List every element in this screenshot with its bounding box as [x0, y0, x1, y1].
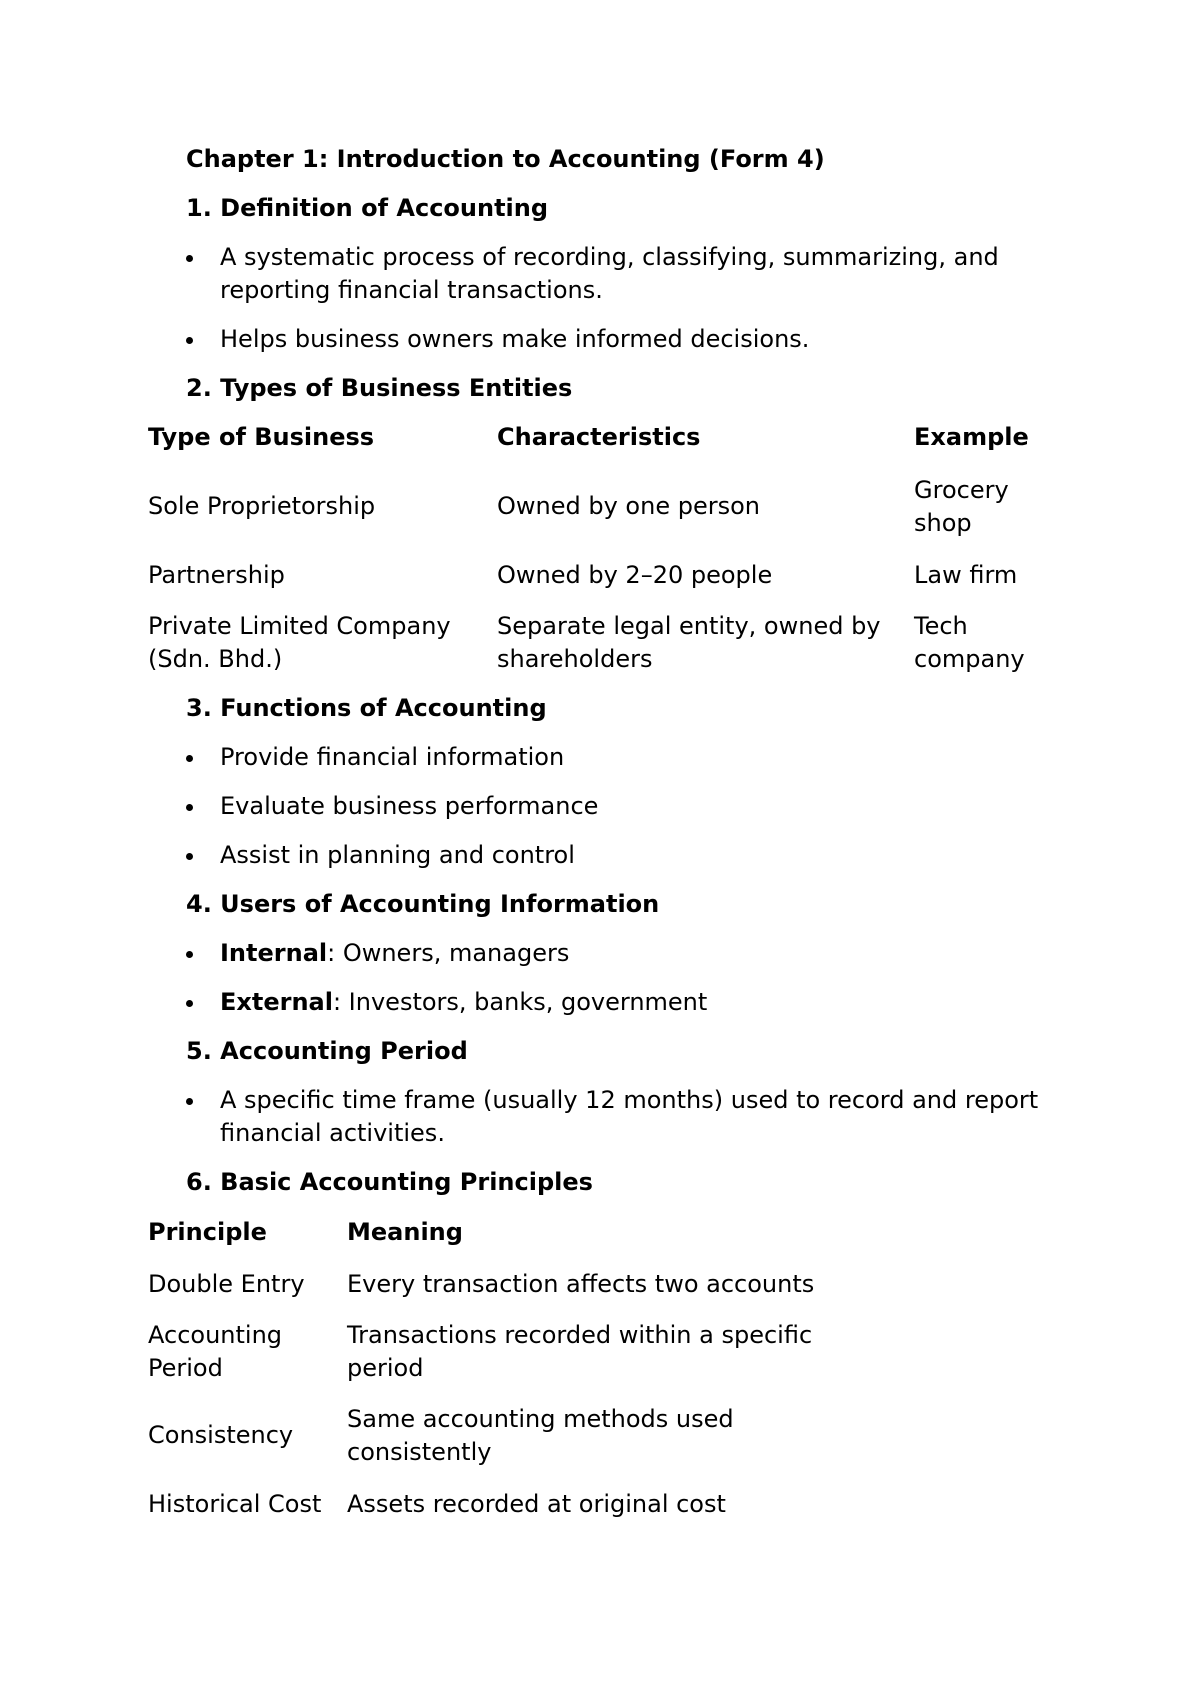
list-item-text: A specific time frame (usually 12 months) used to record and report financial activities. [220, 1086, 1039, 1147]
list-item-text [220, 986, 1066, 1019]
user-type-description: : Investors, banks, government [332, 988, 708, 1016]
list-item [186, 937, 1066, 970]
table-header-cell: Example [914, 423, 1029, 451]
table-header-cell: Principle [148, 1218, 267, 1246]
table-cell: Tech company [914, 612, 1025, 673]
section-heading-business-entities: 2. Types of Business Entities [186, 374, 573, 402]
list-item-text: Helps business owners make informed decisions. [220, 325, 810, 353]
table-cell: Accounting Period [148, 1321, 283, 1382]
list-item-text: Provide financial information [220, 743, 565, 771]
table-cell: Double Entry [148, 1270, 305, 1298]
list-item [186, 241, 1036, 307]
bullet-icon [186, 853, 193, 860]
list-item-text: Evaluate business performance [220, 792, 599, 820]
table-cell: Separate legal entity, owned by shareholders [497, 612, 881, 673]
section-heading-accounting-period: 5. Accounting Period [186, 1037, 468, 1065]
section-heading-users: 4. Users of Accounting Information [186, 890, 660, 918]
table-cell: Consistency [148, 1421, 294, 1449]
table-header-cell: Type of Business [148, 423, 375, 451]
list-item-text: Assist in planning and control [220, 841, 575, 869]
table-header-cell: Meaning [347, 1218, 463, 1246]
table-cell: Assets recorded at original cost [347, 1490, 726, 1518]
list-item [186, 323, 1066, 356]
list-item [186, 741, 1066, 774]
table-cell: Transactions recorded within a specific period [347, 1321, 813, 1382]
table-cell: Grocery shop [914, 476, 1009, 537]
table-cell: Every transaction affects two accounts [347, 1270, 815, 1298]
user-type-label: Internal [220, 939, 328, 967]
table-cell: Historical Cost [148, 1490, 322, 1518]
table-cell: Owned by 2–20 people [497, 561, 773, 589]
list-item [186, 1084, 1066, 1150]
bullet-icon [186, 1098, 193, 1105]
section-heading-principles: 6. Basic Accounting Principles [186, 1168, 593, 1196]
table-cell: Sole Proprietorship [148, 492, 376, 520]
section-heading-definition: 1. Definition of Accounting [186, 194, 549, 222]
table-cell: Private Limited Company (Sdn. Bhd.) [148, 612, 451, 673]
list-item [186, 986, 1066, 1019]
list-item [186, 839, 1066, 872]
bullet-icon [186, 755, 193, 762]
list-item-text: A systematic process of recording, classifying, summarizing, and reporting financial transactions. [220, 243, 999, 304]
bullet-icon [186, 1000, 193, 1007]
table-header-cell: Characteristics [497, 423, 701, 451]
table-cell: Same accounting methods used consistently [347, 1405, 734, 1466]
bullet-icon [186, 804, 193, 811]
section-heading-functions: 3. Functions of Accounting [186, 694, 547, 722]
table-cell: Owned by one person [497, 492, 760, 520]
bullet-icon [186, 255, 193, 262]
user-type-label: External [220, 988, 333, 1016]
table-cell: Partnership [148, 561, 285, 589]
bullet-icon [186, 337, 193, 344]
user-type-description: : Owners, managers [327, 939, 570, 967]
list-item-text [220, 937, 1066, 970]
bullet-icon [186, 951, 193, 958]
table-cell: Law firm [914, 561, 1018, 589]
page-title: Chapter 1: Introduction to Accounting (Form 4) [186, 145, 825, 173]
list-item [186, 790, 1066, 823]
